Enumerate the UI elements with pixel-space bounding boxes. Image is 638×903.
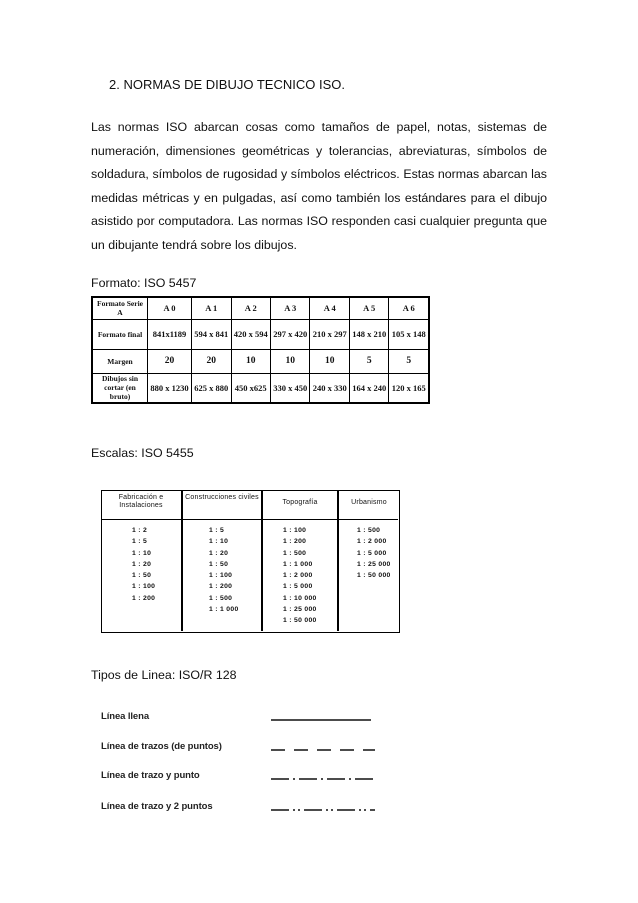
- formato-cell: 450 x625: [231, 373, 270, 403]
- escala-value: 1 : 5: [209, 527, 225, 534]
- formato-header-cell: A 1: [192, 297, 231, 319]
- escala-value: 1 : 500: [209, 594, 233, 602]
- escala-value: 1 : 100: [209, 572, 233, 580]
- formato-cell: 164 x 240: [349, 373, 388, 403]
- escala-value: 1 : 20: [132, 560, 152, 568]
- formato-cell: 10: [310, 349, 349, 373]
- escala-value: 1 : 50: [132, 572, 152, 580]
- escalas-col-header-topografia: Topografía: [282, 499, 318, 506]
- escala-value: 1 : 200: [132, 594, 156, 602]
- formato-header-cell: A 0: [148, 297, 192, 319]
- escalas-col-fabricacion: [132, 525, 155, 604]
- escalas-col-construcciones: [209, 525, 239, 615]
- escala-value: 1 : 5: [132, 538, 148, 546]
- escala-value: 1 : 2 000: [283, 572, 313, 580]
- formato-row-final: [92, 319, 429, 349]
- formato-cell: 105 x 148: [389, 319, 429, 349]
- escala-value: 1 : 100: [132, 583, 156, 591]
- escala-value: 1 : 1 000: [283, 560, 313, 568]
- formato-header-cell: A 3: [270, 297, 309, 319]
- escalas-divider: [181, 490, 183, 631]
- escalas-table-image: [101, 490, 402, 635]
- formato-cell: 330 x 450: [270, 373, 309, 403]
- formato-cell: 10: [231, 349, 270, 373]
- formato-header-cell: A 2: [231, 297, 270, 319]
- formato-cell: 880 x 1230: [148, 373, 192, 403]
- linea-trazo-dos-puntos-row: [101, 801, 391, 815]
- formato-cell: 625 x 880: [192, 373, 231, 403]
- formato-table-image: [91, 296, 433, 409]
- section-heading: 2. NORMAS DE DIBUJO TECNICO ISO.: [109, 77, 345, 92]
- escala-value: 1 : 25 000: [357, 560, 391, 568]
- linea-trazos-sample: [269, 744, 375, 752]
- intro-paragraph: Las normas ISO abarcan cosas como tamaños de papel, notas, sistemas de numeración, dimensiones geométricas y tolerancias, abreviaturas, símbolos de soldadura, símbolos de rugosidad y símbolos eléctricos. Estas normas abarcan las medidas métricas y en pulgadas, así como también los estándares para el dibujo asistido por computadora. Las normas ISO responden casi cualquier pregunta que un dibujante tendrá sobre los dibujos.: [91, 120, 547, 252]
- formato-cell: 20: [192, 349, 231, 373]
- tipos-linea-caption: Tipos de Linea: ISO/R 128: [91, 668, 237, 682]
- escala-value: 1 : 20: [209, 549, 229, 557]
- escala-value: 1 : 2: [132, 527, 148, 534]
- escala-value: 1 : 50 000: [357, 572, 391, 580]
- formato-header-cell: A 5: [349, 297, 388, 319]
- formato-cell: 420 x 594: [231, 319, 270, 349]
- formato-cell: 5: [349, 349, 388, 373]
- linea-label: Línea llena: [101, 711, 150, 722]
- escala-value: 1 : 200: [283, 538, 307, 546]
- linea-label: Línea de trazos (de puntos): [101, 741, 222, 752]
- formato-cell: 120 x 165: [389, 373, 429, 403]
- escala-value: 1 : 10: [132, 549, 152, 557]
- linea-trazo-dos-puntos-sample: [269, 804, 375, 812]
- escalas-col-header-fabricacion: Fabricación e Instalaciones: [118, 494, 164, 509]
- linea-label: Línea de trazo y punto: [101, 770, 200, 781]
- escalas-col-header-construcciones: Construcciones civiles: [185, 494, 259, 501]
- formato-table: [91, 296, 430, 404]
- escala-value: 1 : 100: [283, 527, 307, 534]
- escala-value: 1 : 2 000: [357, 538, 387, 546]
- escala-value: 1 : 10 000: [283, 594, 317, 602]
- formato-row-dibujos: [92, 373, 429, 403]
- linea-label: Línea de trazo y 2 puntos: [101, 801, 213, 812]
- escala-value: 1 : 25 000: [283, 606, 317, 614]
- formato-header-cell: A 6: [389, 297, 429, 319]
- escala-value: 1 : 5 000: [357, 549, 387, 557]
- formato-caption: Formato: ISO 5457: [91, 276, 197, 290]
- linea-llena-sample: [269, 714, 375, 722]
- escala-value: 1 : 10: [209, 538, 229, 546]
- escalas-col-urbanismo: [357, 525, 391, 581]
- escalas-caption: Escalas: ISO 5455: [91, 446, 194, 460]
- escala-value: 1 : 500: [357, 527, 381, 534]
- formato-header-cell: A 4: [310, 297, 349, 319]
- formato-row-margen: [92, 349, 429, 373]
- escala-value: 1 : 50: [209, 560, 229, 568]
- escalas-divider: [337, 490, 339, 631]
- linea-llena-row: [101, 711, 391, 725]
- linea-trazos-row: [101, 741, 391, 755]
- formato-cell: 210 x 297: [310, 319, 349, 349]
- formato-row-label: Dibujos sin cortar (en bruto): [92, 373, 148, 403]
- escalas-col-header-urbanismo: Urbanismo: [351, 499, 387, 506]
- formato-row-label: Margen: [92, 349, 148, 373]
- escala-value: 1 : 500: [283, 549, 307, 557]
- formato-cell: 20: [148, 349, 192, 373]
- escala-value: 1 : 5 000: [283, 583, 313, 591]
- escala-value: 1 : 200: [209, 583, 233, 591]
- formato-header-cell: Formato Serie A: [92, 297, 148, 319]
- formato-cell: 594 x 841: [192, 319, 231, 349]
- linea-trazo-punto-sample: [269, 773, 375, 781]
- escalas-col-topografia: [283, 525, 317, 627]
- formato-cell: 297 x 420: [270, 319, 309, 349]
- formato-cell: 240 x 330: [310, 373, 349, 403]
- formato-cell: 10: [270, 349, 309, 373]
- formato-row-label: Formato final: [92, 319, 148, 349]
- linea-trazo-punto-row: [101, 770, 391, 784]
- escala-value: 1 : 1 000: [209, 606, 239, 614]
- tipos-linea-image: [101, 708, 391, 820]
- formato-cell: 841x1189: [148, 319, 192, 349]
- formato-cell: 148 x 210: [349, 319, 388, 349]
- formato-cell: 5: [389, 349, 429, 373]
- escala-value: 1 : 50 000: [283, 617, 317, 625]
- escalas-divider: [261, 490, 263, 631]
